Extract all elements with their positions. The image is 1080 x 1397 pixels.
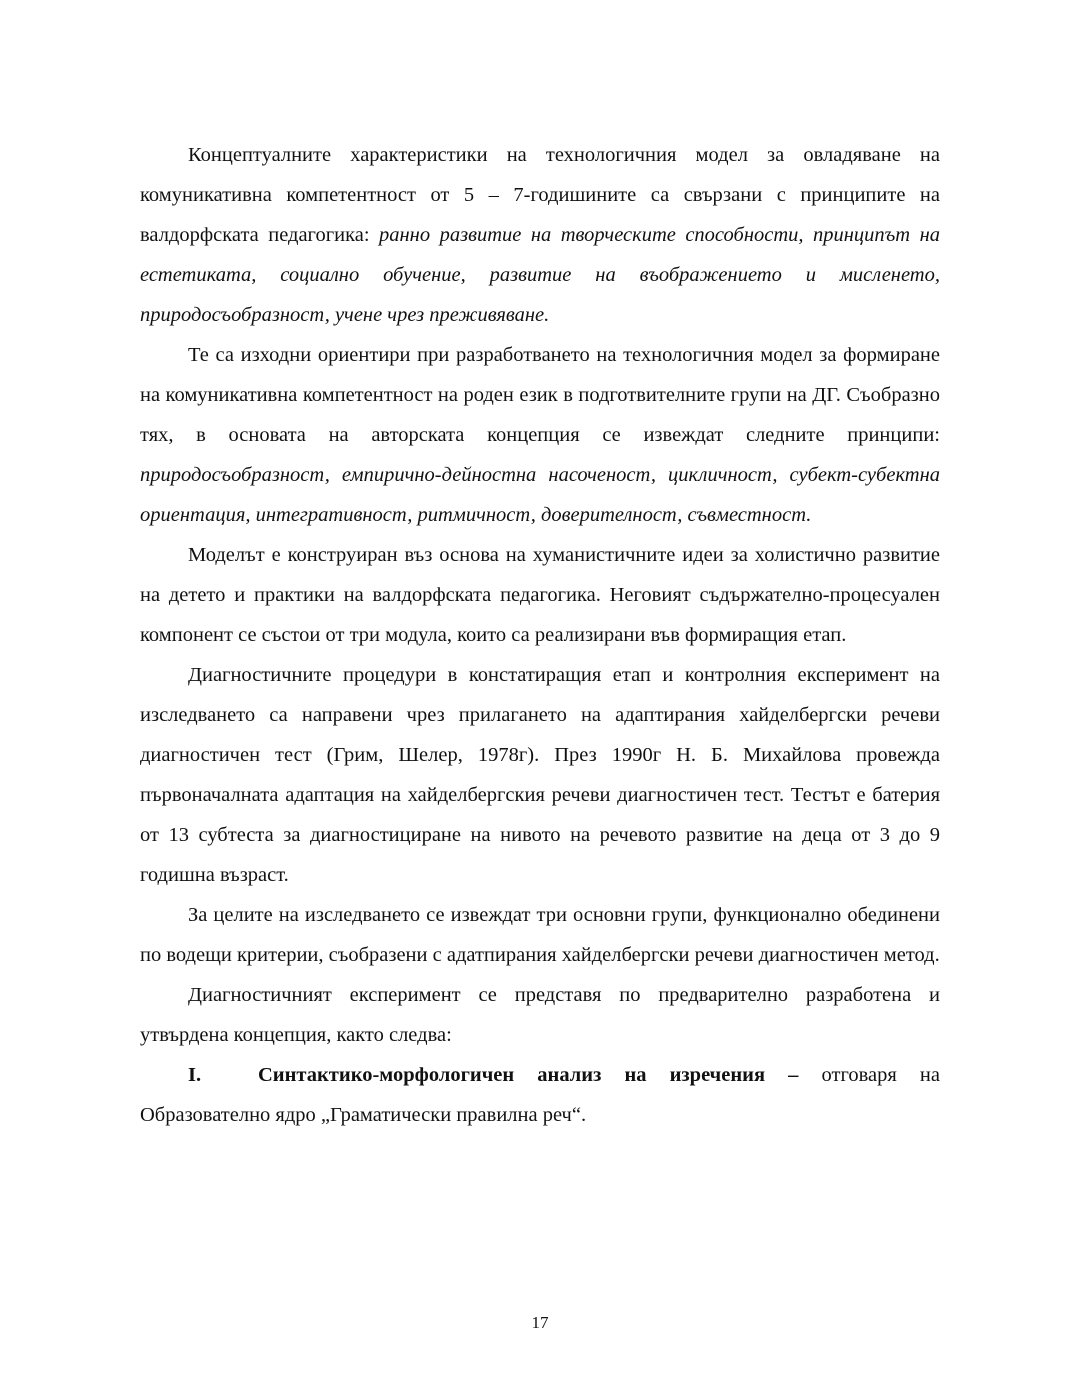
paragraph-diagnostics xyxy=(140,655,940,895)
section-description: отговаря на Образователно ядро „Граматически правилна реч“. xyxy=(140,1064,940,1126)
section-title: Синтактико-морфологичен анализ на изречения – xyxy=(258,1064,799,1086)
paragraph-text: Диагностичните процедури в констатиращия етап и контролния експеримент на изследването са направени чрез прилагането на адаптирания хайделбергски речеви диагностичен тест (Грим, Шелер, 1978г). През 1990г Н. Б. Михайлова провежда първоначалната адаптация на хайделбергския речеви диагностичен тест. Тестът е батерия от 13 субтеста за диагностициране на нивото на речевото развитие на деца от 3 до 9 годишна възраст. xyxy=(140,664,940,886)
paragraph-text: За целите на изследването се извеждат три основни групи, функционално обединени по водещи критерии, съобразени с адатпирания хайделбергски речеви диагностичен метод. xyxy=(140,904,940,966)
paragraph-model xyxy=(140,535,940,655)
paragraph-text: Концептуалните характеристики на технологичния модел за овладяване на комуникативна компетентност от 5 – 7-годишините са свързани с принципите на валдорфската педагогика: xyxy=(140,144,940,246)
page-number: 17 xyxy=(531,1313,549,1332)
paragraph-groups xyxy=(140,895,940,975)
paragraph-concept xyxy=(140,135,940,335)
section-heading xyxy=(140,1055,940,1135)
document-body xyxy=(140,135,940,1135)
paragraph-text: Те са изходни ориентири при разработването на технологичния модел за формиране на комуникативна компетентност на роден език в подготвителните групи на ДГ. Съобразно тях, в основата на авторската концепция се извеждат следните принципи: xyxy=(140,344,940,446)
paragraph-experiment xyxy=(140,975,940,1055)
paragraph-text: Моделът е конструиран въз основа на хуманистичните идеи за холистично развитие на детето и практики на валдорфската педагогика. Неговият съдържателно-процесуален компонент се състои от три модула, които са реализирани във формиращия етап. xyxy=(140,544,940,646)
paragraph-italic-text: ранно развитие на творческите способности, принципът на естетиката, социално обучение, развитие на въображението и мисленето, природосъобразност, учене чрез преживяване. xyxy=(140,224,940,326)
paragraph-principles xyxy=(140,335,940,535)
section-numeral: I. xyxy=(188,1064,202,1086)
paragraph-italic-text: природосъобразност, емпирично-дейностна насоченост, цикличност, субект-субектна ориентация, интегративност, ритмичност, доверителност, съвместност. xyxy=(140,464,940,526)
paragraph-text: Диагностичният експеримент се представя по предварително разработена и утвърдена концепция, както следва: xyxy=(140,984,940,1046)
